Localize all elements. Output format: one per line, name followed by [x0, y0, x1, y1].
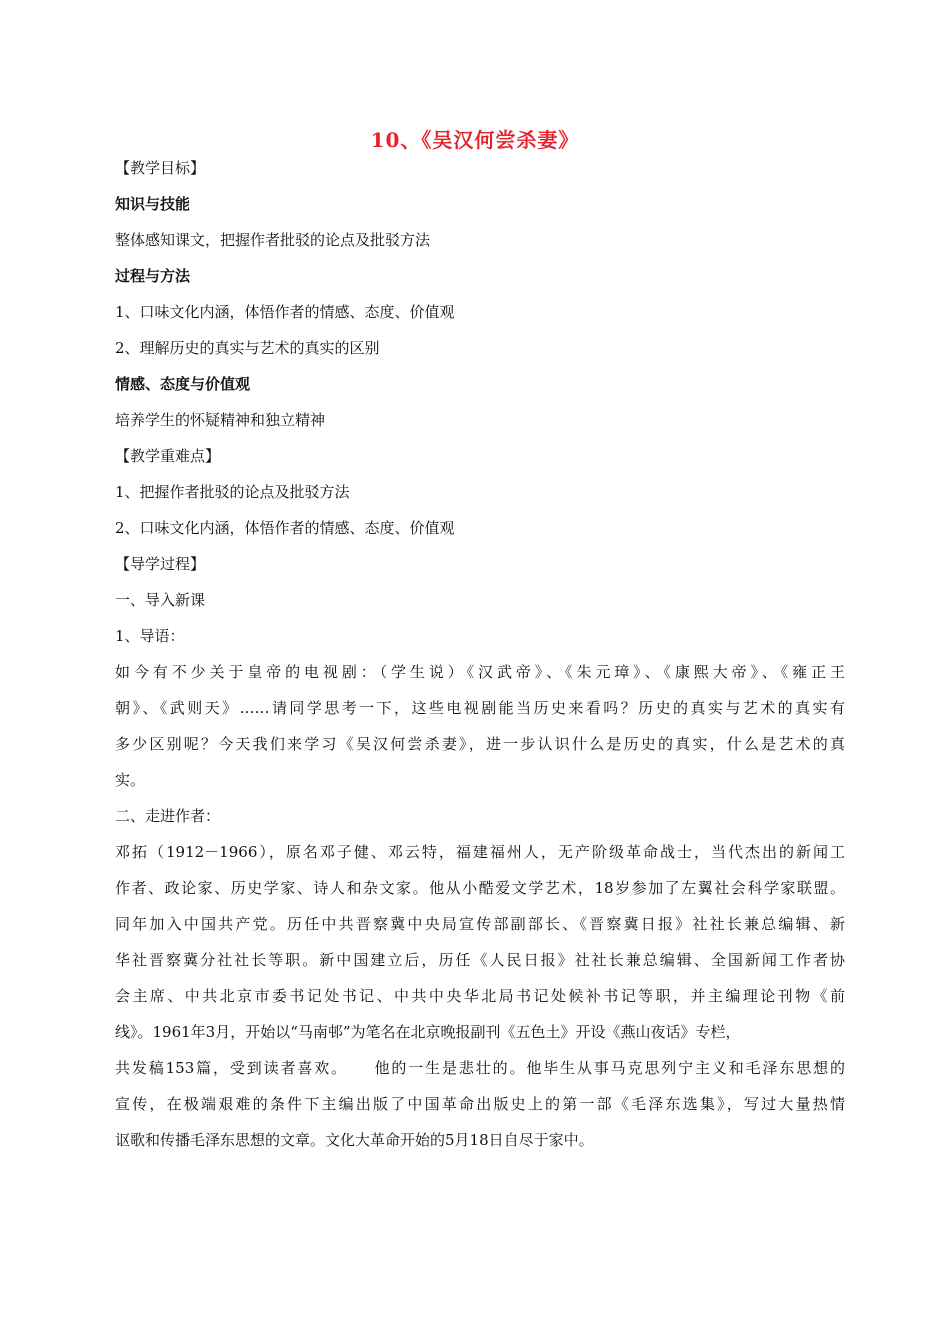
heading-author: 二、走进作者： — [115, 807, 221, 825]
paragraph-line: 华社晋察冀分社社长等职。新中国建立后，历任《人民日报》社社长兼总编辑、全国新闻工作者协 — [115, 951, 845, 969]
heading-emotion: 情感、态度与价值观 — [115, 375, 251, 393]
heading-knowledge: 知识与技能 — [115, 195, 191, 213]
heading-process: 过程与方法 — [115, 267, 191, 285]
knowledge-text: 整体感知课文，把握作者批驳的论点及批驳方法 — [115, 231, 431, 249]
process-item: 1、口味文化内涵，体悟作者的情感、态度、价值观 — [115, 303, 455, 321]
paragraph-line: 朝》、《武则天》……请同学思考一下，这些电视剧能当历史来看吗？历史的真实与艺术的真实有 — [115, 699, 845, 717]
section-header-guide: 【导学过程】 — [115, 555, 206, 573]
key-item: 1、把握作者批驳的论点及批驳方法 — [115, 483, 350, 501]
paragraph-line: 实。 — [115, 771, 146, 789]
paragraph-line: 多少区别呢？今天我们来学习《吴汉何尝杀妻》，进一步认识什么是历史的真实，什么是艺术的真 — [115, 735, 845, 753]
section-header-goals: 【教学目标】 — [115, 159, 206, 177]
section-header-key-points: 【教学重难点】 — [115, 447, 221, 465]
heading-intro: 一、导入新课 — [115, 591, 206, 609]
paragraph-line: 线》。1961年3月，开始以“马南邨”为笔名在北京晚报副刊《五色土》开设《燕山夜话》专栏， — [115, 1023, 741, 1041]
intro-paragraph — [115, 654, 845, 798]
paragraph-line: 会主席、中共北京市委书记处书记、中共中央华北局书记处候补书记等职，并主编理论刊物《前 — [115, 987, 845, 1005]
paragraph-line: 邓拓（1912－1966），原名邓子健、邓云特，福建福州人，无产阶级革命战士，当代杰出的新闻工 — [115, 843, 845, 861]
intro-subheading: 1、导语： — [115, 627, 185, 645]
paragraph-line: 共发稿153篇，受到读者喜欢。 他的一生是悲壮的。他毕生从事马克思列宁主义和毛泽东思想的 — [115, 1059, 845, 1077]
paragraph-line: 如今有不少关于皇帝的电视剧：（学生说）《汉武帝》、《朱元璋》、《康熙大帝》、《雍正王 — [115, 663, 845, 681]
paragraph-line: 同年加入中国共产党。历任中共晋察冀中央局宣传部副部长、《晋察冀日报》社社长兼总编辑、新 — [115, 915, 845, 933]
paragraph-line: 讴歌和传播毛泽东思想的文章。文化大革命开始的5月18日自尽于家中。 — [115, 1131, 594, 1149]
document-body — [115, 150, 845, 1158]
paragraph-line: 作者、政论家、历史学家、诗人和杂文家。他从小酷爱文学艺术，18岁参加了左翼社会科学家联盟。 — [115, 879, 845, 897]
key-item: 2、口味文化内涵，体悟作者的情感、态度、价值观 — [115, 519, 455, 537]
page-title: 10、《吴汉何尝杀妻》 — [370, 128, 580, 152]
author-paragraph — [115, 834, 845, 1158]
paragraph-line: 宣传，在极端艰难的条件下主编出版了中国革命出版史上的第一部《毛泽东选集》，写过大量热情 — [115, 1095, 845, 1113]
emotion-text: 培养学生的怀疑精神和独立精神 — [115, 411, 326, 429]
process-item: 2、理解历史的真实与艺术的真实的区别 — [115, 339, 380, 357]
